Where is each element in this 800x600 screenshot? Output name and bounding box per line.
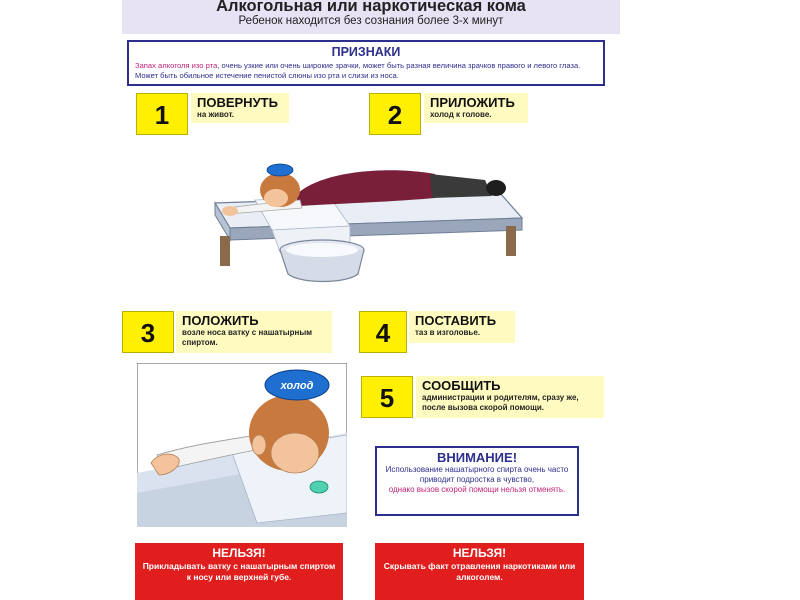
step-2-title: ПРИЛОЖИТЬ <box>430 95 515 110</box>
step-3-number: 3 <box>122 311 174 353</box>
step-1-label <box>191 93 289 123</box>
forbidden-1-text: Прикладывать ватку с нашатырным спиртом к носу или верхней губе. <box>142 561 336 582</box>
step-5-desc: администрации и родителям, сразу же, после вызова скорой помощи. <box>422 393 579 412</box>
attention-text: Использование нашатырного спирта очень часто приводит подростка в чувство, <box>385 465 569 484</box>
signs-text <box>129 59 603 80</box>
forbidden-2-title: НЕЛЬЗЯ! <box>452 546 507 560</box>
signs-body: , очень узкие или очень широкие зрачки, может быть разная величина зрачков правого и левого глаза. Может быть обильное истечение пенистой слюны изо рта и слизи из носа. <box>135 61 581 80</box>
step-4-number: 4 <box>359 311 407 353</box>
step-3-title: ПОЛОЖИТЬ <box>182 313 259 328</box>
page-title: Алкогольная или наркотическая кома <box>216 0 526 15</box>
step-2-number: 2 <box>369 93 421 135</box>
step-5-label <box>416 376 604 418</box>
step-5-number: 5 <box>361 376 413 418</box>
forbidden-2-text: Скрывать факт отравления наркотиками или алкоголем. <box>383 561 576 582</box>
signs-highlight: Запах алкоголя изо рта <box>135 61 218 70</box>
step-2-label <box>424 93 528 123</box>
step-1-number: 1 <box>136 93 188 135</box>
step-3-desc: возле носа ватку с нашатырным спиртом. <box>182 328 313 347</box>
head-closeup-illustration <box>137 363 347 527</box>
step-1-desc: на живот. <box>197 110 235 119</box>
signs-box <box>127 40 605 86</box>
step-4-label <box>409 311 515 343</box>
forbidden-1-title: НЕЛЬЗЯ! <box>212 546 266 560</box>
page-subtitle: Ребенок находится без сознания более 3-х минут <box>238 15 504 27</box>
attention-title: ВНИМАНИЕ! <box>436 450 518 465</box>
step-2-desc: холод к голове. <box>430 110 492 119</box>
step-4-desc: таз в изголовье. <box>415 328 480 337</box>
step-3-label <box>176 311 332 353</box>
attention-highlight: однако вызов скорой помощи нельзя отменять. <box>388 485 566 494</box>
step-4-title: ПОСТАВИТЬ <box>415 313 497 328</box>
lying-person-illustration <box>200 148 530 300</box>
step-1-title: ПОВЕРНУТЬ <box>197 95 278 110</box>
attention-box <box>375 446 579 516</box>
signs-heading: ПРИЗНАКИ <box>331 45 401 59</box>
forbidden-box-2 <box>375 543 584 600</box>
ice-pack-label: холод <box>280 380 314 392</box>
step-5-title: СООБЩИТЬ <box>422 378 501 393</box>
header-banner <box>122 0 620 34</box>
forbidden-box-1 <box>135 543 343 600</box>
